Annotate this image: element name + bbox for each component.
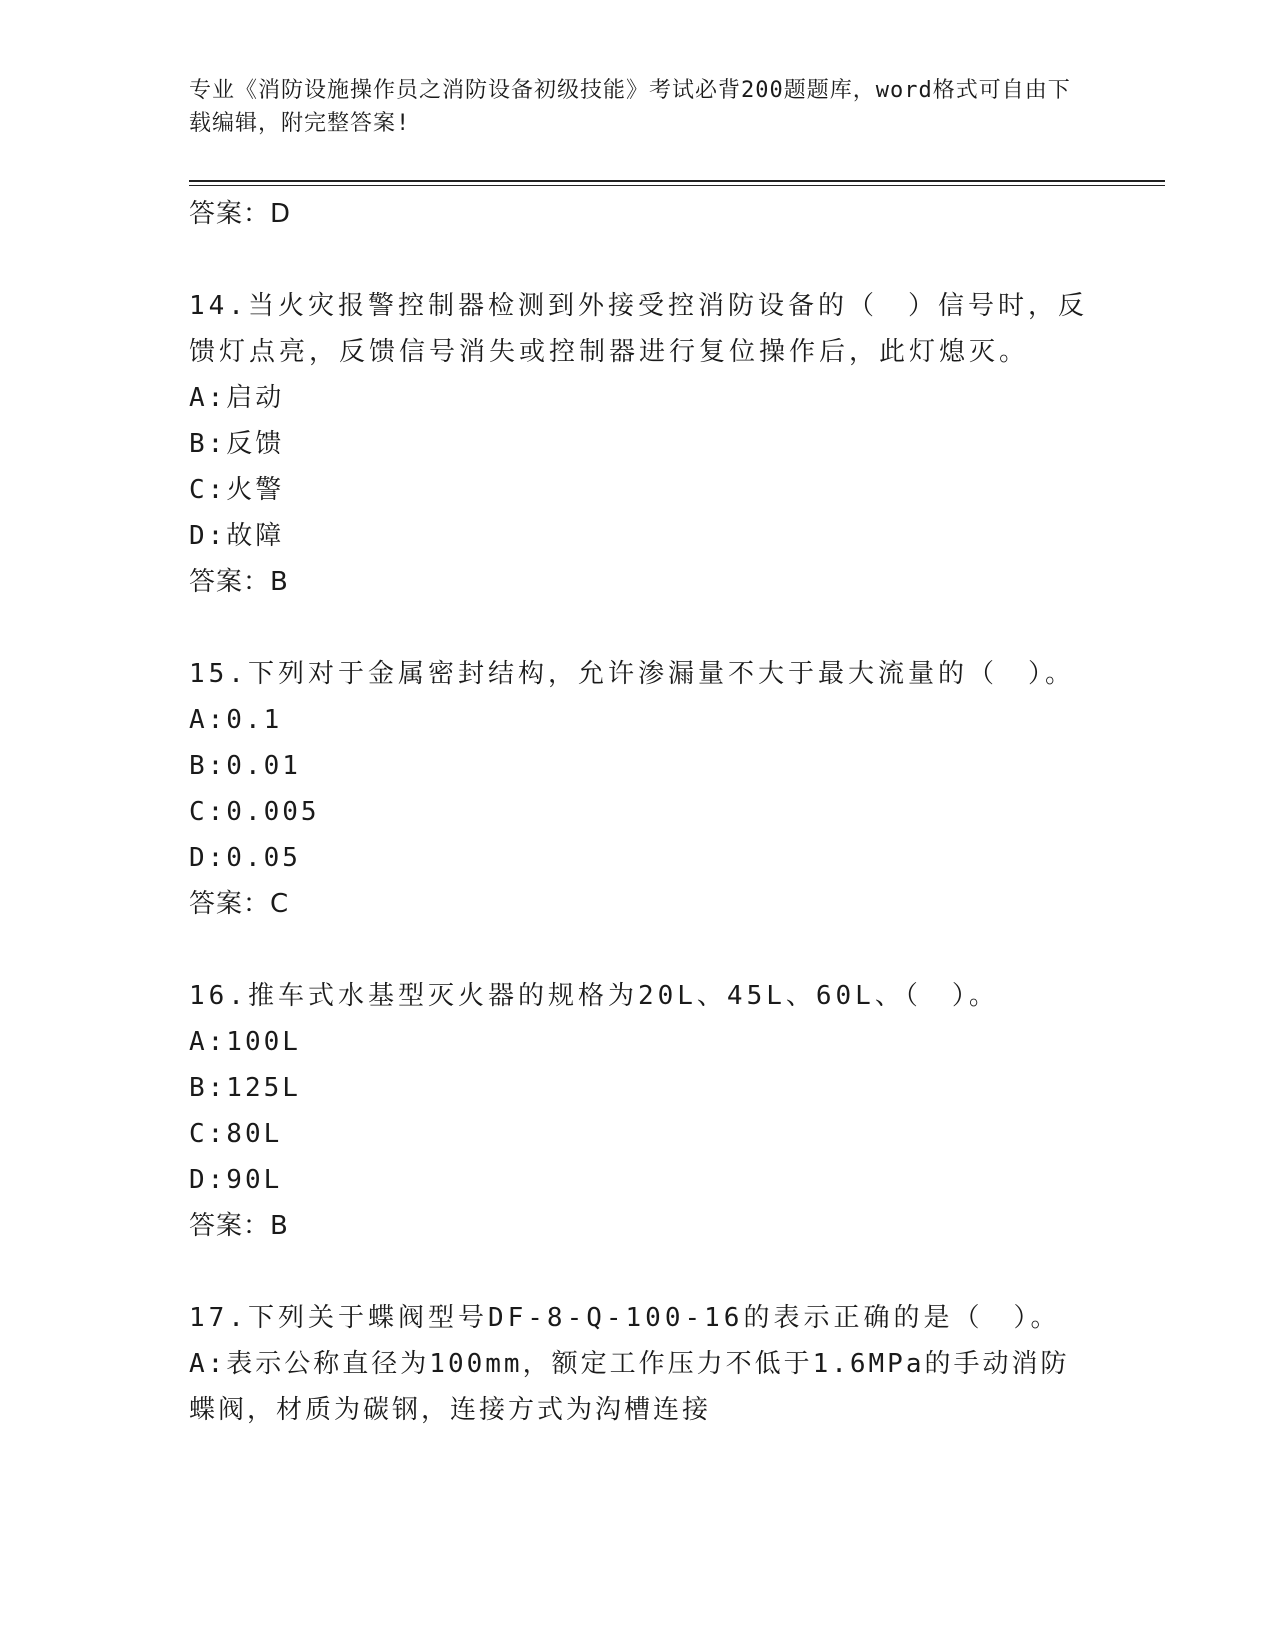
- option-b: B:125L: [189, 1073, 301, 1103]
- option-d: D:0.05: [189, 843, 301, 873]
- answer-14: 答案：B: [189, 567, 289, 597]
- question-17: [189, 1295, 1089, 1433]
- option-c: C:火警: [189, 475, 285, 505]
- answer-16: 答案：B: [189, 1211, 289, 1241]
- option-a: A:0.1: [189, 705, 283, 735]
- question-16: [189, 973, 1089, 1249]
- option-c: C:80L: [189, 1119, 283, 1149]
- question-15: [189, 651, 1089, 927]
- page-header: [189, 74, 1089, 140]
- option-a: A:表示公称直径为100mm，额定工作压力不低于1.6MPa的手动消防蝶阀，材质为碳钢，连接方式为沟槽连接: [189, 1349, 1070, 1425]
- option-b: B:反馈: [189, 429, 285, 459]
- option-a: A:启动: [189, 383, 285, 413]
- option-b: B:0.01: [189, 751, 301, 781]
- option-a: A:100L: [189, 1027, 301, 1057]
- option-c: C:0.005: [189, 797, 320, 827]
- question-stem: 14.当火灾报警控制器检测到外接受控消防设备的（ ）信号时，反馈灯点亮，反馈信号消失或控制器进行复位操作后，此灯熄灭。: [189, 291, 1088, 367]
- option-d: D:90L: [189, 1165, 283, 1195]
- question-14: [189, 283, 1089, 605]
- question-stem: 16.推车式水基型灭火器的规格为20L、45L、60L、（ ）。: [189, 981, 999, 1011]
- answer-previous: 答案：D: [189, 199, 292, 229]
- header-title: 专业《消防设施操作员之消防设备初级技能》考试必背200题题库，word格式可自由下载编辑，附完整答案!: [189, 78, 1071, 136]
- answer-15: 答案：C: [189, 889, 290, 919]
- header-divider: [189, 180, 1165, 186]
- question-stem: 15.下列对于金属密封结构，允许渗漏量不大于最大流量的（ ）。: [189, 659, 1075, 689]
- option-d: D:故障: [189, 521, 285, 551]
- question-list: [189, 191, 1089, 1433]
- question-stem: 17.下列关于蝶阀型号DF-8-Q-100-16的表示正确的是（ ）。: [189, 1303, 1061, 1333]
